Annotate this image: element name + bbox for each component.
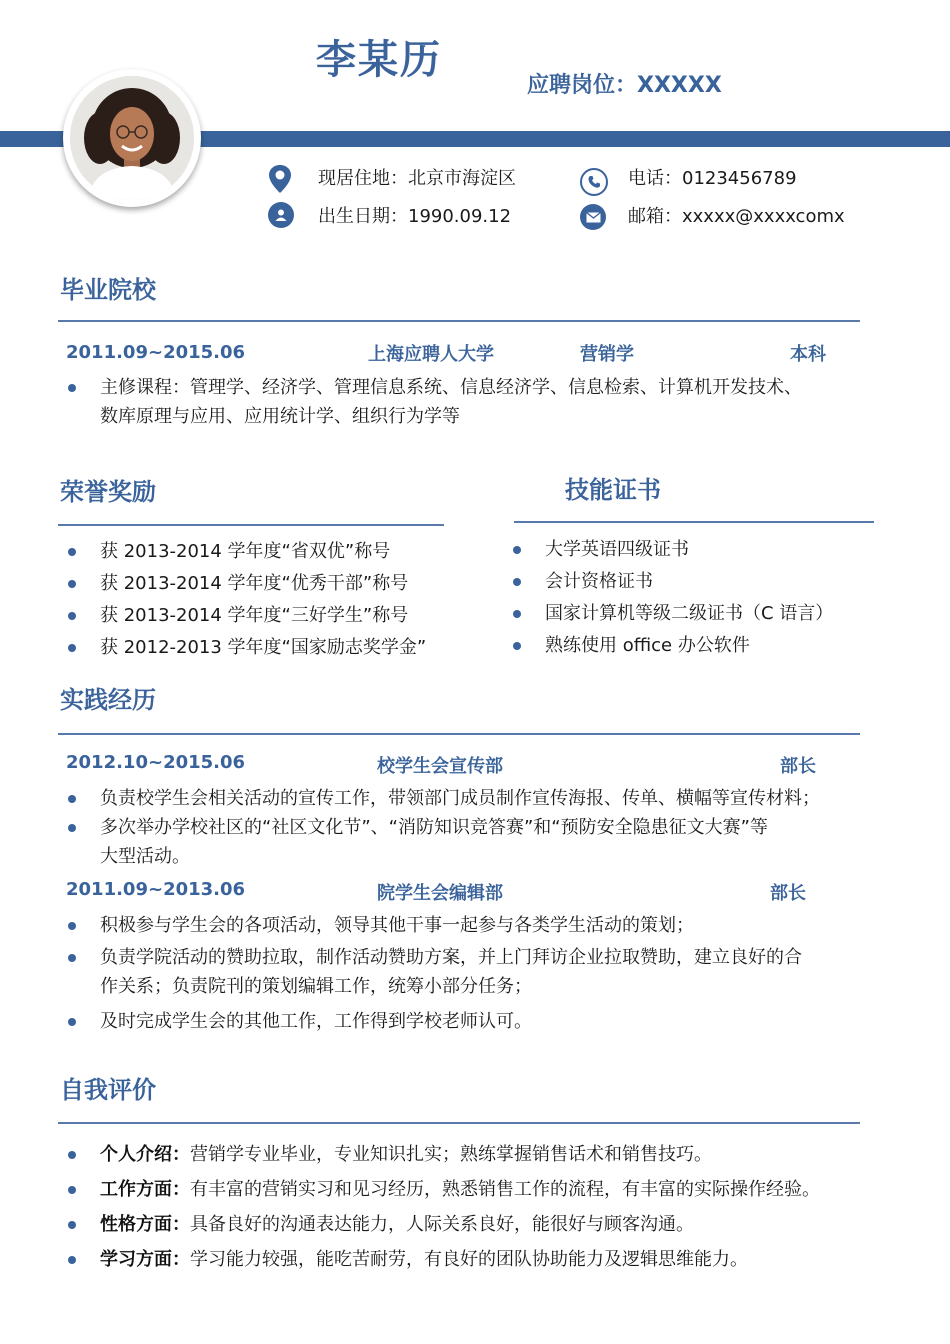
- section-divider: [58, 320, 860, 322]
- list-item: 获 2013-2014 学年度“优秀干部”称号: [68, 569, 498, 598]
- section-title-skills: 技能证书: [565, 476, 661, 504]
- practice-org: 校学生会宣传部: [377, 756, 503, 777]
- skills-list: [513, 535, 933, 660]
- candidate-name: 李某历: [316, 37, 442, 83]
- list-item: 性格方面：具备良好的沟通表达能力，人际关系良好，能很好与顾客沟通。: [68, 1210, 928, 1239]
- practice-role: 部长: [780, 756, 816, 777]
- list-item: 学习方面：学习能力较强，能吃苦耐劳，有良好的团队协助能力及逻辑思维能力。: [68, 1245, 928, 1274]
- education-date: 2011.09~2015.06: [66, 342, 246, 363]
- email-icon: [580, 204, 606, 230]
- list-item: 多次举办学校社区的“社区文化节”、“消防知识竞答赛”和“预防安全隐患征文大赛”等: [68, 813, 898, 842]
- list-item: 积极参与学生会的各项活动，领导其他干事一起参与各类学生活动的策划；: [68, 911, 898, 940]
- section-title-education: 毕业院校: [60, 276, 156, 304]
- practice-list: 负责校学生会相关活动的宣传工作，带领部门成员制作宣传海报、传单、横幅等宣传材料； 多次举办学校社区的“社区文化节”、“消防知识竞答赛”和“预防安全隐患征文大赛”等 大型活动。: [68, 784, 898, 871]
- practice-date: 2011.09~2013.06: [66, 879, 246, 900]
- section-title-practice: 实践经历: [60, 686, 156, 714]
- list-item: 负责校学生会相关活动的宣传工作，带领部门成员制作宣传海报、传单、横幅等宣传材料；: [68, 784, 898, 813]
- self-eval-list: [68, 1140, 928, 1274]
- list-item: 及时完成学生会的其他工作，工作得到学校老师认可。: [68, 1007, 898, 1036]
- phone-icon: [580, 168, 608, 196]
- education-degree: 本科: [790, 344, 826, 365]
- user-icon: [268, 202, 294, 228]
- practice-role: 部长: [770, 883, 806, 904]
- list-item: 会计资格证书: [513, 567, 933, 596]
- section-divider: [58, 1122, 860, 1124]
- list-item: 工作方面：有丰富的营销实习和见习经历，熟悉销售工作的流程，有丰富的实际操作经验。: [68, 1175, 928, 1204]
- education-school: 上海应聘人大学: [368, 344, 494, 365]
- list-item: 个人介绍：营销学专业毕业，专业知识扎实；熟练掌握销售话术和销售技巧。: [68, 1140, 928, 1169]
- bullet: [68, 384, 76, 392]
- practice-list: 积极参与学生会的各项活动，领导其他干事一起参与各类学生活动的策划； 负责学院活动的赞助拉取，制作活动赞助方案，并上门拜访企业拉取赞助，建立良好的合 作关系；负责院刊的策划编辑工作，统筹小部分任务； 及时完成学生会的其他工作，工作得到学校老师认可。: [68, 911, 898, 1036]
- avatar: [63, 69, 201, 207]
- birth-text: 出生日期：1990.09.12: [318, 206, 512, 227]
- education-major: 营销学: [580, 344, 634, 365]
- address-text: 现居住地：北京市海淀区: [318, 168, 516, 189]
- section-divider: [514, 521, 874, 523]
- education-courses: 主修课程：管理学、经济学、管理信息系统、信息经济学、信息检索、计算机开发技术、 数库原理与应用、应用统计学、组织行为学等: [68, 373, 868, 431]
- honors-list: [68, 537, 498, 662]
- list-item: 获 2013-2014 学年度“三好学生”称号: [68, 601, 498, 630]
- list-item: 获 2012-2013 学年度“国家励志奖学金”: [68, 633, 498, 662]
- list-item: 国家计算机等级二级证书（C 语言）: [513, 599, 933, 628]
- phone-text: 电话：0123456789: [628, 168, 797, 189]
- applied-position: 应聘岗位：XXXXX: [527, 73, 722, 98]
- section-title-self-eval: 自我评价: [60, 1076, 156, 1104]
- section-title-honors: 荣誉奖励: [60, 478, 156, 506]
- list-item: 熟练使用 office 办公软件: [513, 631, 933, 660]
- avatar-photo: [70, 76, 194, 200]
- list-item: 大学英语四级证书: [513, 535, 933, 564]
- section-divider: [58, 733, 860, 735]
- section-divider: [58, 524, 444, 526]
- practice-org: 院学生会编辑部: [377, 883, 503, 904]
- email-text: 邮箱：xxxxx@xxxxcomx: [628, 206, 845, 227]
- location-pin-icon: [267, 166, 293, 192]
- list-item: 获 2013-2014 学年度“省双优”称号: [68, 537, 498, 566]
- list-item: 负责学院活动的赞助拉取，制作活动赞助方案，并上门拜访企业拉取赞助，建立良好的合: [68, 943, 898, 972]
- practice-date: 2012.10~2015.06: [66, 752, 246, 773]
